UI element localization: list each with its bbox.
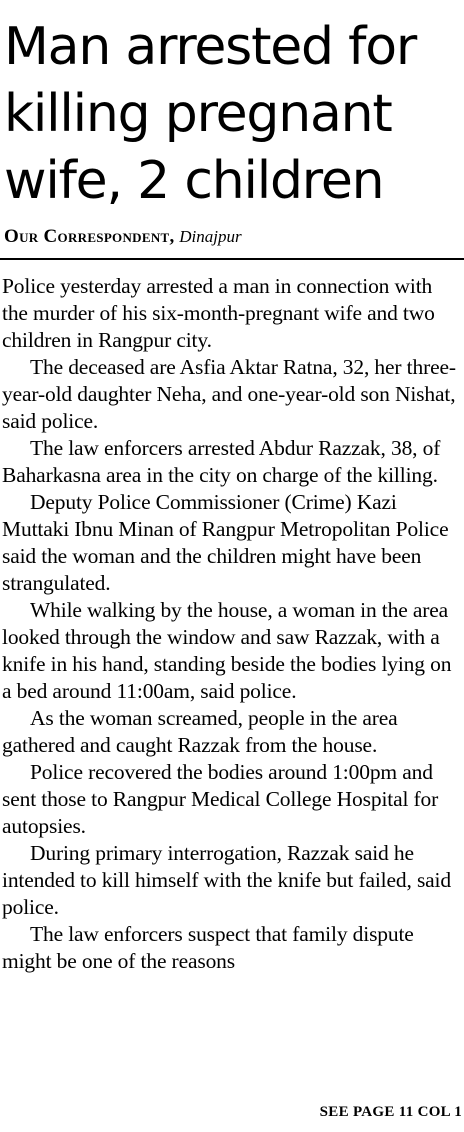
byline-author: Our Correspondent, (4, 226, 175, 247)
continuation-jump-line: SEE PAGE 11 COL 1 (319, 1104, 462, 1120)
paragraph: During primary interrogation, Razzak said he intended to kill himself with the knife but failed, said police. (2, 841, 451, 919)
paragraph: The law enforcers suspect that family dispute might be one of the reasons (2, 922, 414, 973)
paragraph: Deputy Police Commissioner (Crime) Kazi Muttaki Ibnu Minan of Rangpur Metropolitan Police said the woman and the children might have been strangulated. (2, 490, 449, 595)
paragraph: As the woman screamed, people in the area gathered and caught Razzak from the house. (2, 706, 398, 757)
paragraph: The deceased are Asfia Aktar Ratna, 32, her three-year-old daughter Neha, and one-year-old son Nishat, said police. (2, 355, 456, 433)
paragraph: Police yesterday arrested a man in connection with the murder of his six-month-pregnant wife and two children in Rangpur city. (2, 274, 435, 352)
paragraph: The law enforcers arrested Abdur Razzak, 38, of Baharkasna area in the city on charge of the killing. (2, 436, 441, 487)
byline-location: Dinajpur (179, 227, 242, 246)
article-body (2, 273, 462, 975)
paragraph: Police recovered the bodies around 1:00pm and sent those to Rangpur Medical College Hospital for autopsies. (2, 760, 439, 838)
headline: Man arrested for killing pregnant wife, 2 children (4, 17, 417, 211)
byline (4, 226, 242, 248)
byline-divider (0, 258, 464, 260)
paragraph: While walking by the house, a woman in the area looked through the window and saw Razzak, with a knife in his hand, standing beside the bodies lying on a bed around 11:00am, said police. (2, 598, 452, 703)
